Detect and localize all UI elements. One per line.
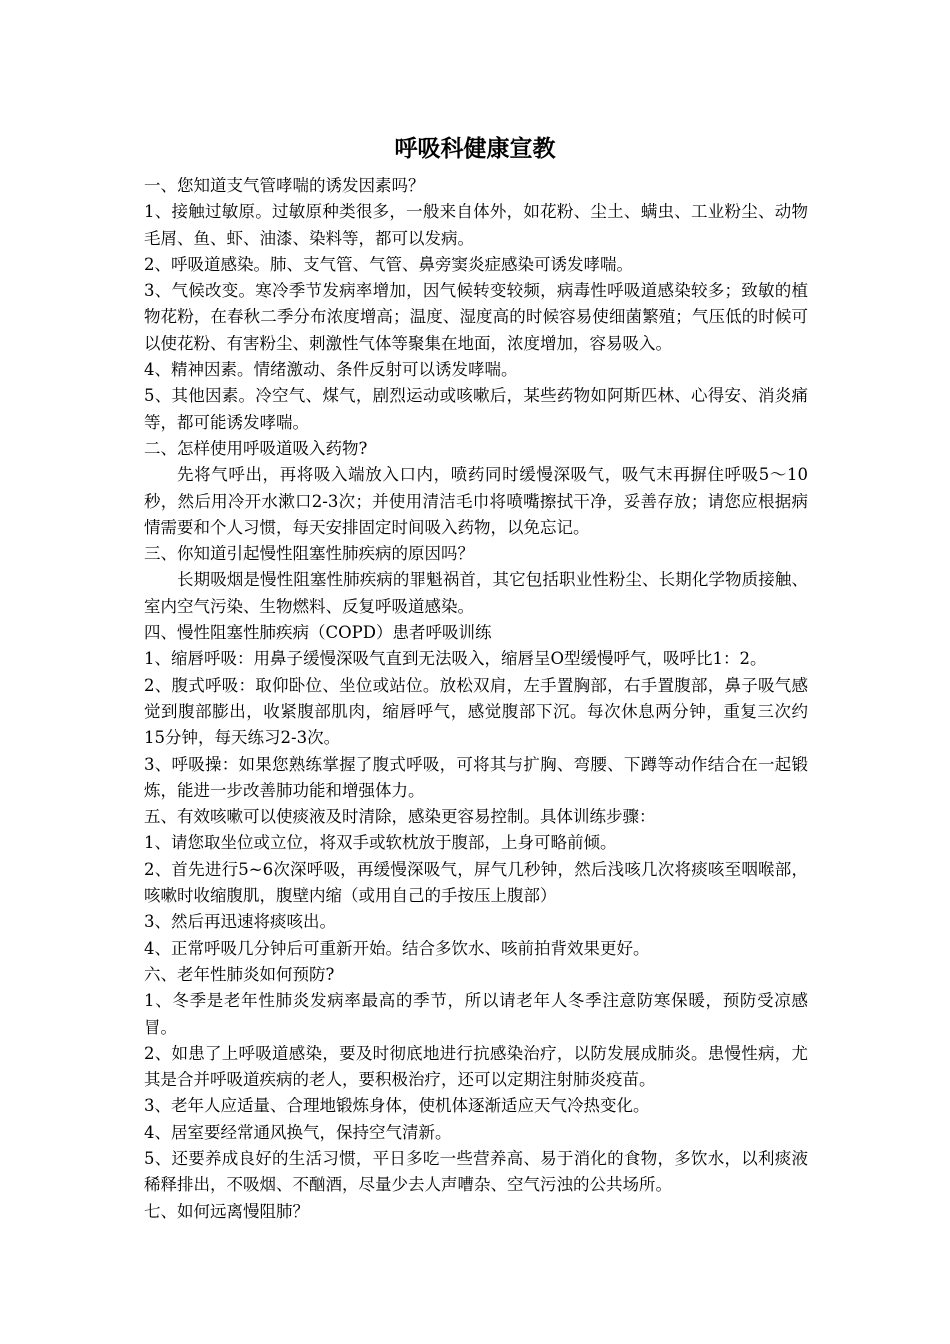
document-body — [144, 173, 808, 1225]
paragraph: 2、腹式呼吸：取仰卧位、坐位或站位。放松双肩，左手置胸部，右手置腹部，鼻子吸气感觉到腹部膨出，收紧腹部肌肉，缩唇呼气，感觉腹部下沉。每次休息两分钟，重复三次约15分钟，每天练习2-3次。 — [144, 675, 808, 748]
paragraph: 3、呼吸操：如果您熟练掌握了腹式呼吸，可将其与扩胸、弯腰、下蹲等动作结合在一起锻炼，能进一步改善肺功能和增强体力。 — [144, 754, 808, 800]
paragraph: 先将气呼出，再将吸入端放入口内，喷药同时缓慢深吸气，吸气末再摒住呼吸5～10秒，然后用冷开水漱口2-3次；并使用清洁毛巾将喷嘴擦拭干净，妥善存放；请您应根据病情需要和个人习惯，每天安排固定时间吸入药物，以免忘记。 — [144, 465, 808, 537]
paragraph: 3、气候改变。寒冷季节发病率增加，因气候转变较频，病毒性呼吸道感染较多；致敏的植物花粉，在春秋二季分布浓度增高；温度、湿度高的时候容易使细菌繁殖；气压低的时候可以使花粉、有害粉尘、刺激性气体等聚集在地面，浓度增加，容易吸入。 — [144, 281, 808, 353]
paragraph: 4、正常呼吸几分钟后可重新开始。结合多饮水、咳前拍背效果更好。 — [144, 938, 650, 958]
paragraph: 二、怎样使用呼吸道吸入药物? — [144, 438, 368, 458]
paragraph: 5、其他因素。冷空气、煤气，剧烈运动或咳嗽后，某些药物如阿斯匹林、心得安、消炎痛等，都可能诱发哮喘。 — [144, 386, 808, 432]
paragraph: 2、呼吸道感染。肺、支气管、气管、鼻旁窦炎症感染可诱发哮喘。 — [144, 254, 633, 274]
paragraph: 3、然后再迅速将痰咳出。 — [144, 912, 336, 932]
paragraph: 4、居室要经常通风换气，保持空气清新。 — [144, 1122, 452, 1142]
paragraph: 1、缩唇呼吸：用鼻子缓慢深吸气直到无法吸入，缩唇呈O型缓慢呼气，吸呼比1：2。 — [144, 649, 767, 669]
paragraph: 长期吸烟是慢性阻塞性肺疾病的罪魁祸首，其它包括职业性粉尘、长期化学物质接触、室内空气污染、生物燃料、反复呼吸道感染。 — [144, 570, 808, 616]
paragraph: 一、您知道支气管哮喘的诱发因素吗？ — [144, 176, 425, 195]
document-title: 呼吸科健康宣教 — [394, 136, 556, 162]
paragraph: 五、有效咳嗽可以使痰液及时清除，感染更容易控制。具体训练步骤： — [144, 807, 656, 827]
paragraph: 2、首先进行5~6次深呼吸，再缓慢深吸气，屏气几秒钟，然后浅咳几次将痰咳至咽喉部，咳嗽时收缩腹肌，腹壁内缩（或用自己的手按压上腹部） — [144, 859, 808, 906]
paragraph: 1、冬季是老年性肺炎发病率最高的季节，所以请老年人冬季注意防寒保暖，预防受凉感冒。 — [144, 991, 808, 1037]
paragraph: 1、请您取坐位或立位，将双手或软枕放于腹部，上身可略前倾。 — [144, 833, 617, 853]
paragraph: 2、如患了上呼吸道感染，要及时彻底地进行抗感染治疗，以防发展成肺炎。患慢性病，尤其是合并呼吸道疾病的老人，要积极治疗，还可以定期注射肺炎疫苗。 — [144, 1043, 808, 1090]
paragraph: 四、慢性阻塞性肺疾病（COPD）患者呼吸训练 — [144, 623, 492, 643]
paragraph: 5、还要养成良好的生活习惯，平日多吃一些营养高、易于消化的食物，多饮水，以利痰液稀释排出，不吸烟、不酗酒，尽量少去人声嘈杂、空气污浊的公共场所。 — [144, 1148, 808, 1195]
paragraph: 六、老年性肺炎如何预防? — [144, 964, 335, 984]
paragraph: 七、如何远离慢阻肺？ — [144, 1201, 309, 1221]
paragraph: 4、精神因素。情绪激动、条件反射可以诱发哮喘。 — [144, 360, 518, 380]
paragraph: 三、你知道引起慢性阻塞性肺疾病的原因吗？ — [144, 544, 474, 564]
paragraph: 3、老年人应适量、合理地锻炼身体，使机体逐渐适应天气冷热变化。 — [144, 1096, 650, 1116]
paragraph: 1、接触过敏原。过敏原种类很多，一般来自体外，如花粉、尘土、螨虫、工业粉尘、动物毛屑、鱼、虾、油漆、染料等，都可以发病。 — [144, 202, 808, 248]
